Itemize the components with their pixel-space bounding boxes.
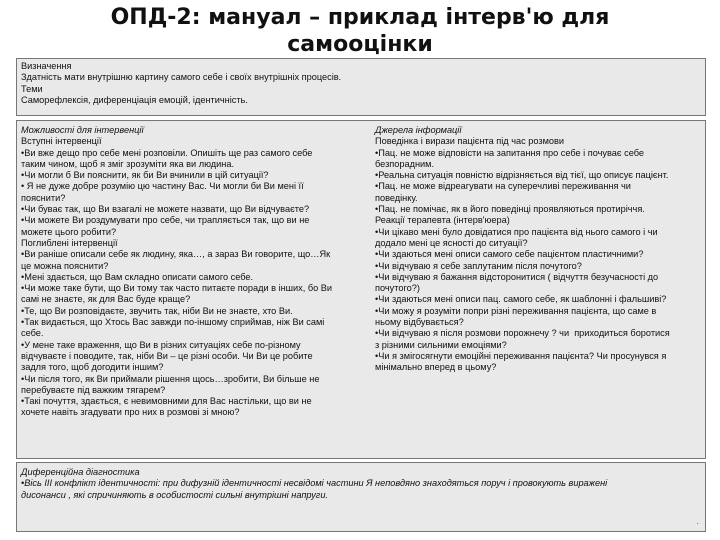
corner-mark: · bbox=[696, 518, 699, 528]
differential-heading: Диференційна діагностика bbox=[21, 467, 140, 477]
intervention-line: таким чином, щоб я зміг зрозуміти яка ви людина. bbox=[21, 158, 235, 169]
source-line: •Чи відчуваю я себе заплутаним після почутого? bbox=[375, 260, 582, 271]
source-line: додало мені це ясності до ситуації? bbox=[375, 237, 528, 248]
behavior-list bbox=[375, 148, 701, 216]
intervention-line: можете цього робити? bbox=[21, 226, 117, 237]
deep-interventions-heading: Поглиблені інтервенції bbox=[21, 237, 118, 248]
differential-text-line-1: •Вісь ІІІ конфлікт ідентичності: при дифузній ідентичності несвідомі частини Я неповдяно знаходяться поруч і провокують виражені bbox=[21, 478, 608, 489]
intervention-line: •У мене таке враження, що Ви в різних ситуаціях себе по-різному bbox=[21, 339, 301, 350]
behavior-heading: Поведінка і вирази пацієнта під час розмови bbox=[375, 136, 565, 147]
interventions-heading: Можливості для інтервенції bbox=[21, 125, 144, 135]
definition-text: Здатність мати внутрішню картину самого себе і своїх внутрішніх процесів. bbox=[21, 72, 342, 83]
source-line: •Пац. не може відреагувати на суперечливі переживання чи bbox=[375, 181, 631, 192]
source-line: •Реальна ситуація повністю відрізняється від тієї, що описує пацієнт. bbox=[375, 170, 669, 181]
sources-column bbox=[375, 125, 701, 374]
intervention-line: •Мені здається, що Вам складно описати самого себе. bbox=[21, 271, 254, 282]
differential-text-line-2: дисонанси , які спричиняють в особистості сильні внутрішні напруги. bbox=[21, 489, 328, 500]
source-line: •Чи відчуваю я бажання відсторонитися ( відчуття безучасності до bbox=[375, 271, 659, 282]
intervention-line: • Я не дуже добре розумію цю частину Вас. Чи могли би Ви мені її bbox=[21, 181, 304, 192]
page-title bbox=[60, 4, 660, 58]
therapist-reactions-heading: Реакції терапевта (інтерв'юера) bbox=[375, 215, 510, 226]
source-line: •Чи здаються мені описи самого себе пацієнтом пластичними? bbox=[375, 249, 644, 260]
intervention-line: це можна пояснити? bbox=[21, 260, 109, 271]
intervention-line: самі не знаєте, як для Вас буде краще? bbox=[21, 294, 191, 305]
intervention-line: себе. bbox=[21, 328, 44, 339]
title-line-2: самооцінки bbox=[287, 32, 433, 57]
intervention-line: •Так видається, що Хтось Вас завжди по-іншому сприймав, ніж Ви самі bbox=[21, 317, 325, 328]
differential-diagnosis-box bbox=[16, 462, 706, 532]
source-line: поведінку. bbox=[375, 192, 418, 203]
themes-text: Саморефлексія, диференціація емоцій, ідентичність. bbox=[21, 94, 248, 105]
intervention-line: •Чи буває так, що Ви взагалі не можете назвати, що Ви відчуваєте? bbox=[21, 204, 310, 215]
therapist-reactions-list bbox=[375, 227, 701, 374]
intervention-line: перебуваєте під важким тягарем? bbox=[21, 384, 166, 395]
intro-interventions-list bbox=[21, 148, 367, 238]
source-line: почутого?) bbox=[375, 283, 420, 294]
source-line: безпорадним. bbox=[375, 158, 435, 169]
definition-box bbox=[16, 58, 706, 116]
source-line: •Пац. не помічає, як в його поведінці проявляються протиріччя. bbox=[375, 204, 645, 215]
source-line: •Пац. не може відповісти на запитання про себе і почуває себе bbox=[375, 147, 645, 158]
source-line: •Чи здаються мені описи пац. самого себе, як шаблонні і фальшиві? bbox=[375, 294, 667, 305]
source-line: •Чи я змігосягнути емоційні переживання пацієнта? Чи просунувся я bbox=[375, 350, 667, 361]
source-line: •Чи відчуваю я після розмови порожнечу ? чи приходиться боротися bbox=[375, 328, 670, 339]
intervention-line: задля того, щоб догодити іншим? bbox=[21, 362, 164, 373]
intervention-line: відчуваєте і поводите, так, ніби Ви – це різні особи. Чи Ви це робите bbox=[21, 350, 313, 361]
intervention-line: •Ви вже дещо про себе мені розповіли. Опишіть ще раз самого себе bbox=[21, 147, 313, 158]
source-line: •Чи цікаво мені було довідатися про пацієнта від нього самого і чи bbox=[375, 226, 658, 237]
themes-heading: Теми bbox=[21, 83, 43, 94]
source-line: ньому відбувається? bbox=[375, 317, 464, 328]
sources-heading: Джерела інформації bbox=[375, 125, 462, 135]
deep-interventions-list bbox=[21, 249, 367, 418]
intervention-line: пояснити? bbox=[21, 192, 66, 203]
intervention-line: •Чи може таке бути, що Ви тому так часто питаєте поради в інших, бо Ви bbox=[21, 283, 333, 294]
source-line: •Чи можу я розуміти попри різні переживання пацієнта, що саме в bbox=[375, 305, 657, 316]
intervention-line: •Чи після того, як Ви приймали рішення щось…зробити, Ви більше не bbox=[21, 373, 320, 384]
intervention-line: •Такі почуття, здається, є невимовними для Вас настільки, що ви не bbox=[21, 396, 312, 407]
intervention-line: •Чи можете Ви роздумувати про себе, чи трапляється так, що ви не bbox=[21, 215, 310, 226]
intro-interventions-heading: Вступні інтервенції bbox=[21, 136, 102, 147]
interventions-column bbox=[21, 125, 367, 419]
title-line-1: ОПД-2: мануал – приклад інтерв'ю для bbox=[110, 5, 610, 30]
intervention-line: •Те, що Ви розповідаєте, звучить так, ніби Ви не знаєте, хто Ви. bbox=[21, 305, 293, 316]
source-line: з різними сильними емоціями? bbox=[375, 339, 507, 350]
definition-heading: Визначення bbox=[21, 61, 72, 71]
intervention-line: •Чи могли б Ви пояснити, як би Ви вчинили в цій ситуації? bbox=[21, 170, 269, 181]
source-line: мінімально вперед в цьому? bbox=[375, 362, 497, 373]
intervention-line: хочете навіть згадувати про них в розмові зі мною? bbox=[21, 407, 240, 418]
interventions-box bbox=[16, 120, 706, 459]
intervention-line: •Ви раніше описали себе як людину, яка…, а зараз Ви говорите, що…Як bbox=[21, 249, 331, 260]
